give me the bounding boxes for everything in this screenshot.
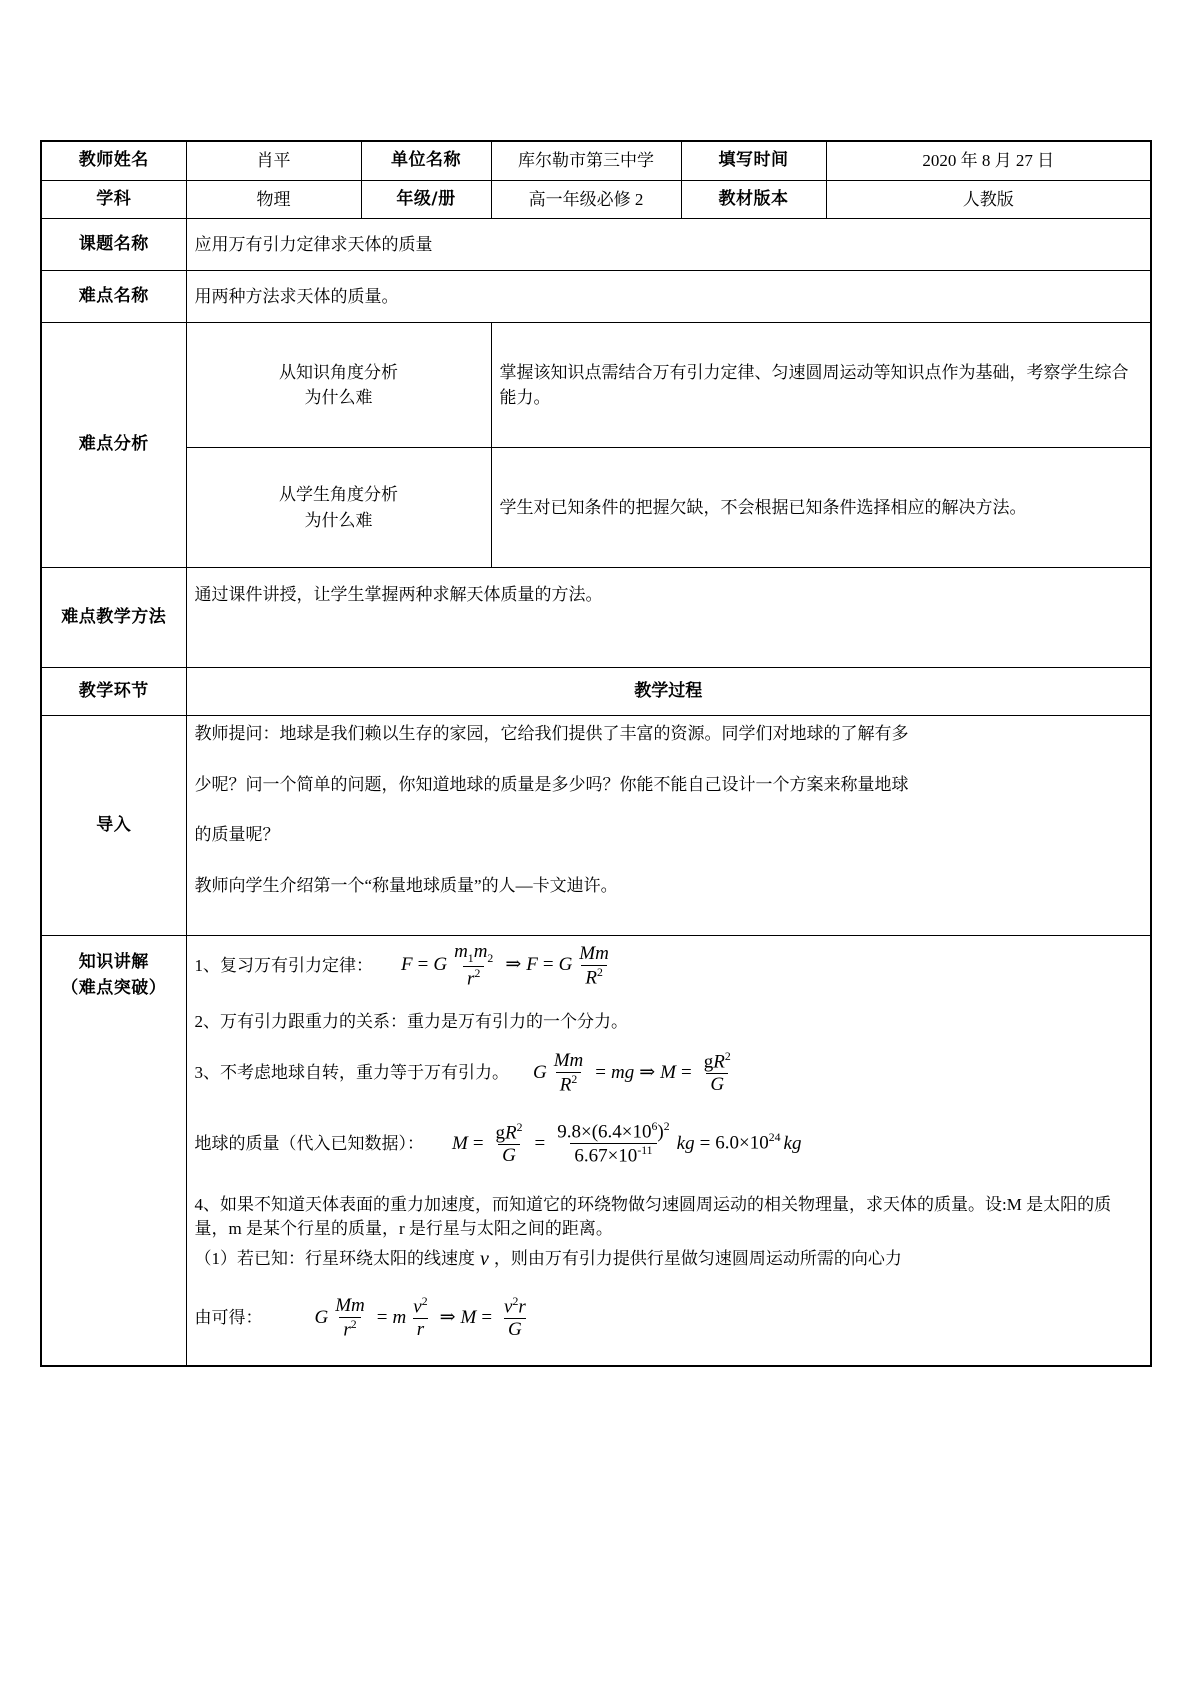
analysis-knowledge-subhead xyxy=(186,323,491,448)
topic-value: 应用万有引力定律求天体的质量 xyxy=(186,219,1151,271)
difficulty-name-label: 难点名称 xyxy=(41,271,186,323)
knowledge-item-1-text: 1、复习万有引力定律： xyxy=(194,955,373,975)
knowledge-item-4-text: 4、如果不知道天体表面的重力加速度，而知道它的环绕物做匀速圆周运动的相关物理量，求天体的质量。设:M 是太阳的质量，m 是某个行星的质量，r 是行星与太阳之间的距离。 xyxy=(194,1194,1112,1239)
item4-sub1-variable: v xyxy=(480,1247,489,1270)
earth-mass-text: 地球的质量（代入已知数据）： xyxy=(194,1134,424,1154)
table-row-subject-info xyxy=(41,180,1151,219)
subject-label: 学科 xyxy=(41,180,186,219)
formula-newton-gravitation: F = G $\frac{m_1m_2}{r^2}$ ⇒ F = G $\frac{Mm}{R^2}$ xyxy=(401,941,609,990)
teaching-method-label: 难点教学方法 xyxy=(41,568,186,668)
intro-paragraph-2: 少呢？问一个简单的问题，你知道地球的质量是多少吗？你能不能自己设计一个方案来称量地球 xyxy=(194,774,909,794)
knowledge-item-3 xyxy=(195,1051,1143,1095)
intro-paragraph-4: 教师向学生介绍第一个“称量地球质量”的人—卡文迪许。 xyxy=(194,875,618,895)
knowledge-label-line1: 知识讲解 xyxy=(78,952,149,972)
table-row-difficulty-analysis-knowledge xyxy=(41,323,1151,448)
unit-name-label: 单位名称 xyxy=(361,141,491,180)
process-column-header: 教学过程 xyxy=(186,668,1151,716)
knowledge-earth-mass xyxy=(195,1121,1143,1167)
textbook-value: 人教版 xyxy=(826,180,1151,219)
fill-time-value: 2020 年 8 月 27 日 xyxy=(826,141,1151,180)
knowledge-derive xyxy=(195,1296,1143,1340)
knowledge-label xyxy=(41,936,186,1366)
knowledge-item-3-text: 3、不考虑地球自转，重力等于万有引力。 xyxy=(194,1063,509,1083)
subject-value: 物理 xyxy=(186,180,361,219)
fill-time-label: 填写时间 xyxy=(681,141,826,180)
topic-label: 课题名称 xyxy=(41,219,186,271)
stage-column-header: 教学环节 xyxy=(41,668,186,716)
table-row-teacher-info xyxy=(41,141,1151,180)
derive-text: 由可得： xyxy=(194,1308,263,1328)
analysis-knowledge-text: 掌握该知识点需结合万有引力定律、匀速圆周运动等知识点作为基础，考察学生综合能力。 xyxy=(491,323,1151,448)
knowledge-item-2-text: 2、万有引力跟重力的关系：重力是万有引力的一个分力。 xyxy=(194,1012,628,1032)
table-row-difficulty-analysis-student xyxy=(41,448,1151,568)
textbook-label: 教材版本 xyxy=(681,180,826,219)
knowledge-content xyxy=(186,936,1151,1366)
difficulty-name-value: 用两种方法求天体的质量。 xyxy=(186,271,1151,323)
table-row-intro xyxy=(41,716,1151,936)
formula-orbital-mass: G $\frac{Mm}{r^2}$ = m $\frac{v^2}{r}$ ⇒ M = $\frac{v^2r}{G}$ xyxy=(314,1294,526,1341)
grade-value: 高一年级必修 2 xyxy=(491,180,681,219)
table-row-knowledge xyxy=(41,936,1151,1366)
teacher-name-value: 肖平 xyxy=(186,141,361,180)
analysis-knowledge-subhead-l1: 从知识角度分析 xyxy=(279,362,398,382)
formula-earth-mass: M = $\frac{gR^2}{G}$ = $\frac{9.8\times(6.4\times 10^6)^2}{6.67\times 10^{-11}}$ kg = $6.0\times 10^{24}$ kg xyxy=(452,1120,802,1167)
table-row-topic xyxy=(41,219,1151,271)
table-row-teaching-method xyxy=(41,568,1151,668)
difficulty-analysis-label: 难点分析 xyxy=(41,323,186,568)
intro-content xyxy=(186,716,1151,936)
unit-name-value: 库尔勒市第三中学 xyxy=(491,141,681,180)
analysis-student-subhead-l1: 从学生角度分析 xyxy=(279,485,398,504)
formula-gravity-equals-weight: G $\frac{Mm}{R^2}$ = mg ⇒ M = $\frac{gR^2}{G}$ xyxy=(533,1049,731,1096)
item4-sub1-suffix: ，则由万有引力提供行星做匀速圆周运动所需的向心力 xyxy=(493,1249,902,1269)
knowledge-item-4-sub1 xyxy=(195,1244,1143,1274)
intro-paragraph-1: 教师提问：地球是我们赖以生存的家园，它给我们提供了丰富的资源。同学们对地球的了解有多 xyxy=(194,724,909,743)
table-row-difficulty-name xyxy=(41,271,1151,323)
lesson-plan-table xyxy=(40,140,1152,1367)
analysis-student-subhead-l2: 为什么难 xyxy=(304,510,373,530)
knowledge-label-line2: （难点突破） xyxy=(61,977,167,998)
teaching-method-value: 通过课件讲授，让学生掌握两种求解天体质量的方法。 xyxy=(186,568,1151,668)
analysis-student-subhead xyxy=(186,448,491,568)
table-row-process-header xyxy=(41,668,1151,716)
intro-paragraph-3: 的质量呢？ xyxy=(194,825,280,845)
item4-sub1-prefix: （1）若已知：行星环绕太阳的线速度 xyxy=(194,1249,475,1269)
knowledge-item-1 xyxy=(195,942,1143,989)
analysis-student-text: 学生对已知条件的把握欠缺，不会根据已知条件选择相应的解决方法。 xyxy=(491,448,1151,568)
grade-label: 年级/册 xyxy=(361,180,491,219)
teacher-name-label: 教师姓名 xyxy=(41,141,186,180)
intro-label: 导入 xyxy=(41,716,186,936)
analysis-knowledge-subhead-l2: 为什么难 xyxy=(304,388,373,407)
